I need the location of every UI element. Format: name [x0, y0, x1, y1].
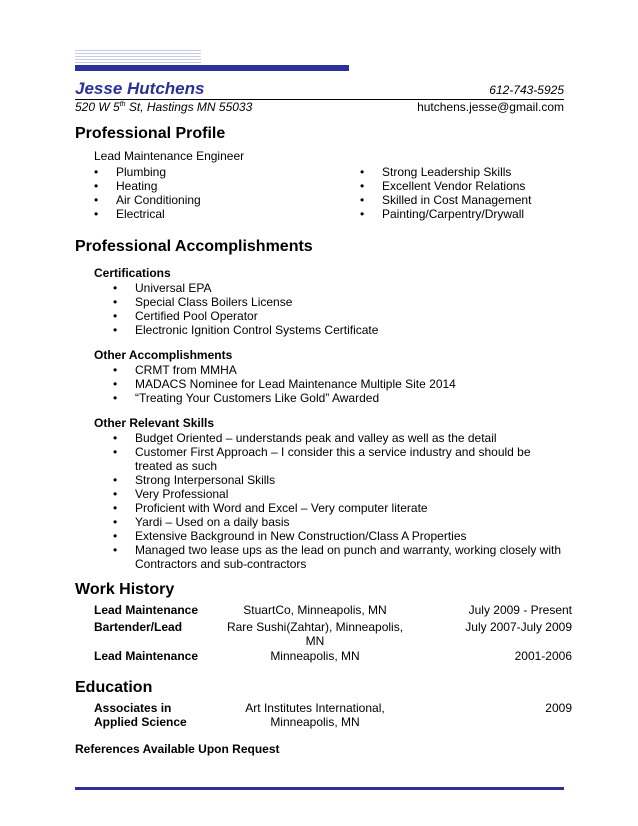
list-item: • Electronic Ignition Control Systems Certificate — [113, 323, 563, 337]
address-street-number: 520 W 5 — [75, 100, 120, 114]
address-ordinal: th — [119, 101, 126, 108]
profile-role: Lead Maintenance Engineer — [94, 149, 245, 163]
list-item: • Managed two lease ups as the lead on punch and warranty, working closely with Contractors and sub-contractors — [113, 543, 568, 571]
profile-heading: Professional Profile — [75, 125, 226, 142]
footer-accent-rule — [75, 787, 564, 790]
work-dates: 2001-2006 — [514, 649, 572, 663]
list-item: • CRMT from MMHA — [113, 363, 563, 377]
list-item: • Extensive Background in New Construction/Class A Properties — [113, 529, 568, 543]
header-decoration-lines — [75, 50, 201, 64]
work-place: StuartCo, Minneapolis, MN — [243, 603, 387, 617]
work-role: Lead Maintenance — [94, 603, 199, 617]
list-item: • Universal EPA — [113, 281, 563, 295]
list-item: • “Treating Your Customers Like Gold” Awarded — [113, 391, 563, 405]
other-accomplishments-list — [113, 363, 563, 405]
list-item: • Plumbing — [94, 165, 334, 179]
work-role: Bartender/Lead — [94, 620, 183, 634]
list-item: • Special Class Boilers License — [113, 295, 563, 309]
list-item: • Excellent Vendor Relations — [360, 179, 570, 193]
list-item: • Budget Oriented – understands peak and valley as well as the detail — [113, 431, 568, 445]
list-item: • Customer First Approach – I consider this a service industry and should be treated as such — [113, 445, 568, 473]
profile-skills-left — [94, 165, 334, 221]
certifications-heading: Certifications — [94, 266, 171, 280]
list-item: • Strong Leadership Skills — [360, 165, 570, 179]
list-item: • Heating — [94, 179, 334, 193]
list-item: • Skilled in Cost Management — [360, 193, 570, 207]
list-item: • Electrical — [94, 207, 334, 221]
work-dates: July 2007-July 2009 — [465, 620, 572, 634]
work-history-heading: Work History — [75, 581, 175, 598]
work-dates: July 2009 - Present — [468, 603, 572, 617]
profile-skills-right — [360, 165, 570, 221]
list-item: • Certified Pool Operator — [113, 309, 563, 323]
header-accent-bar — [75, 65, 349, 71]
certifications-list — [113, 281, 563, 337]
list-item: • Yardi – Used on a daily basis — [113, 515, 568, 529]
education-year: 2009 — [545, 701, 572, 715]
candidate-name: Jesse Hutchens — [75, 79, 205, 98]
list-item: • Proficient with Word and Excel – Very computer literate — [113, 501, 568, 515]
work-role: Lead Maintenance — [94, 649, 199, 663]
work-place: Rare Sushi(Zahtar), Minneapolis, MN — [226, 620, 404, 648]
education-heading: Education — [75, 679, 153, 696]
education-school: Art Institutes International, Minneapolis, MN — [245, 701, 385, 729]
email-address: hutchens.jesse@gmail.com — [417, 100, 564, 114]
list-item: • Air Conditioning — [94, 193, 334, 207]
education-degree: Associates in Applied Science — [94, 701, 187, 729]
other-accomplishments-heading: Other Accomplishments — [94, 348, 233, 362]
list-item: • MADACS Nominee for Lead Maintenance Multiple Site 2014 — [113, 377, 563, 391]
address-rest: St, Hastings MN 55033 — [125, 100, 253, 114]
list-item: • Very Professional — [113, 487, 568, 501]
relevant-skills-heading: Other Relevant Skills — [94, 416, 215, 430]
list-item: • Strong Interpersonal Skills — [113, 473, 568, 487]
references-note: References Available Upon Request — [75, 742, 280, 756]
relevant-skills-list — [113, 431, 568, 571]
address — [75, 100, 252, 114]
accomplishments-heading: Professional Accomplishments — [75, 238, 313, 255]
phone-number: 612-743-5925 — [489, 83, 564, 97]
work-place: Minneapolis, MN — [270, 649, 360, 663]
list-item: • Painting/Carpentry/Drywall — [360, 207, 570, 221]
